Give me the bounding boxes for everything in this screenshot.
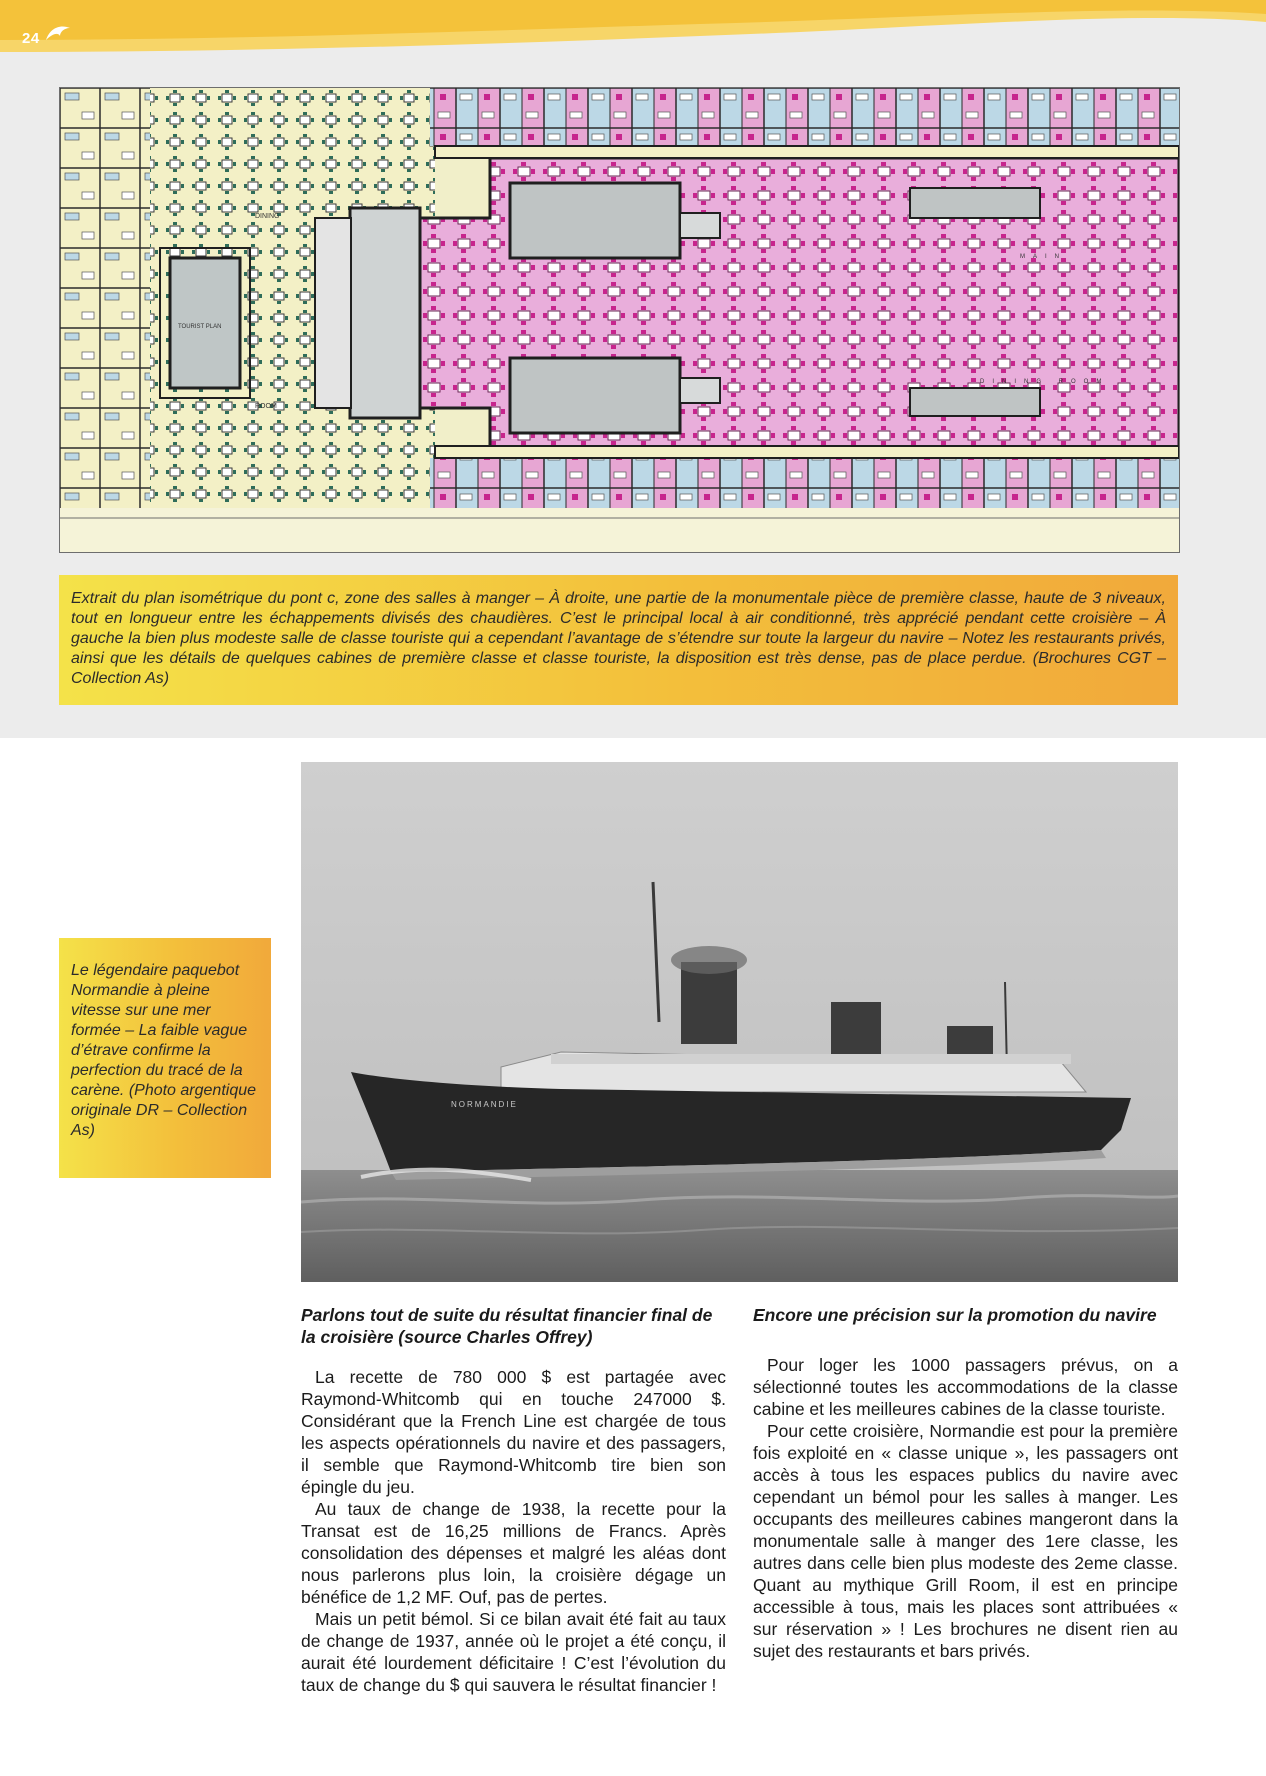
dining-room-label-vertical-1: DINING	[255, 213, 280, 220]
tourist-plan-label: TOURIST PLAN	[178, 324, 222, 330]
wave-icon	[44, 20, 74, 46]
article-column-left	[301, 1304, 726, 1696]
page-number: 24	[22, 30, 40, 47]
article-column-right	[753, 1304, 1178, 1662]
ship-photo-caption	[59, 938, 271, 1178]
deck-plan-caption-text: Extrait du plan isométrique du pont c, zone des salles à manger – À droite, une partie de la monumentale pièce de première classe, haute de 3 niveaux, tout en longueur entre les échappements divisés des chaudières. C’est le principal local à air conditionné, très apprécié pendant cette croisière – À gauche la bien plus modeste salle de classe touriste qui a cependant l’avantage de s’étendre sur toute la largeur du navire – Notez les restaurants privés, ainsi que les détails de quelques cabines de première classe et classe touriste, la disposition est très dense, pas de place perdue. (Brochures CGT – Collection As)	[71, 590, 1166, 687]
deck-plan-drawing	[60, 88, 1179, 552]
left-paragraph-3: Mais un petit bémol. Si ce bilan avait été fait au taux de change de 1937, année où le projet a été conçu, il aurait été lourdement déficitaire ! C’est l’évolution du taux de change du $ qui sauvera le résultat financier !	[301, 1609, 726, 1695]
left-paragraph-1: La recette de 780 000 $ est partagée avec Raymond-Whitcomb qui en touche 247000 $. Considérant que la French Line est chargée de tous les aspects opérationnels du navire et des passagers, il semble que Raymond-Whitcomb tire bien son épingle du jeu.	[301, 1367, 726, 1497]
right-heading: Encore une précision sur la promotion du navire	[753, 1305, 1157, 1325]
ship-photo-drawing	[301, 762, 1178, 1282]
ship-photo	[301, 762, 1178, 1282]
left-heading: Parlons tout de suite du résultat financier final de la croisière (source Charles Offrey)	[301, 1305, 713, 1347]
dining-room-label-vertical-2: ROOM	[255, 403, 277, 410]
deck-plan-image	[59, 87, 1180, 553]
left-paragraph-2: Au taux de change de 1938, la recette pour la Transat est de 16,25 millions de Francs. Après consolidation des dépenses et malgré les aléas dont nous parlerons plus loin, la croisière dégage un bénéfice de 1,2 MF. Ouf, pas de pertes.	[301, 1499, 726, 1607]
right-paragraph-1: Pour loger les 1000 passagers prévus, on a sélectionné toutes les accommodations de la classe cabine et les meilleures cabines de la classe touriste.	[753, 1355, 1178, 1419]
right-paragraph-2: Pour cette croisière, Normandie est pour la première fois exploité en « classe unique », les passagers ont accès à tous les espaces publics du navire avec cependant un bémol pour les salles à manger. Les occupants des meilleures cabines mangeront dans la monumentale salle à manger des 1ere classe, les autres dans celle bien plus modeste des 2eme classe. Quant au mythique Grill Room, il est en principe accessible à tous, mais les places sont attribuées « sur réservation » ! Les brochures ne disent rien au sujet des restaurants et bars privés.	[753, 1421, 1178, 1661]
hull-name: NORMANDIE	[451, 1100, 518, 1109]
dining-room-label: DINING ROOM	[980, 379, 1110, 385]
deck-plan-caption	[59, 575, 1178, 705]
main-label: MAIN	[1020, 254, 1067, 260]
ship-photo-caption-text: Le légendaire paquebot Normandie à pleine vitesse sur une mer formée – La faible vague d’étrave confirme la perfection du tracé de la carène. (Photo argentique originale DR – Collection As)	[71, 962, 257, 1139]
header-swoosh	[0, 0, 1266, 62]
